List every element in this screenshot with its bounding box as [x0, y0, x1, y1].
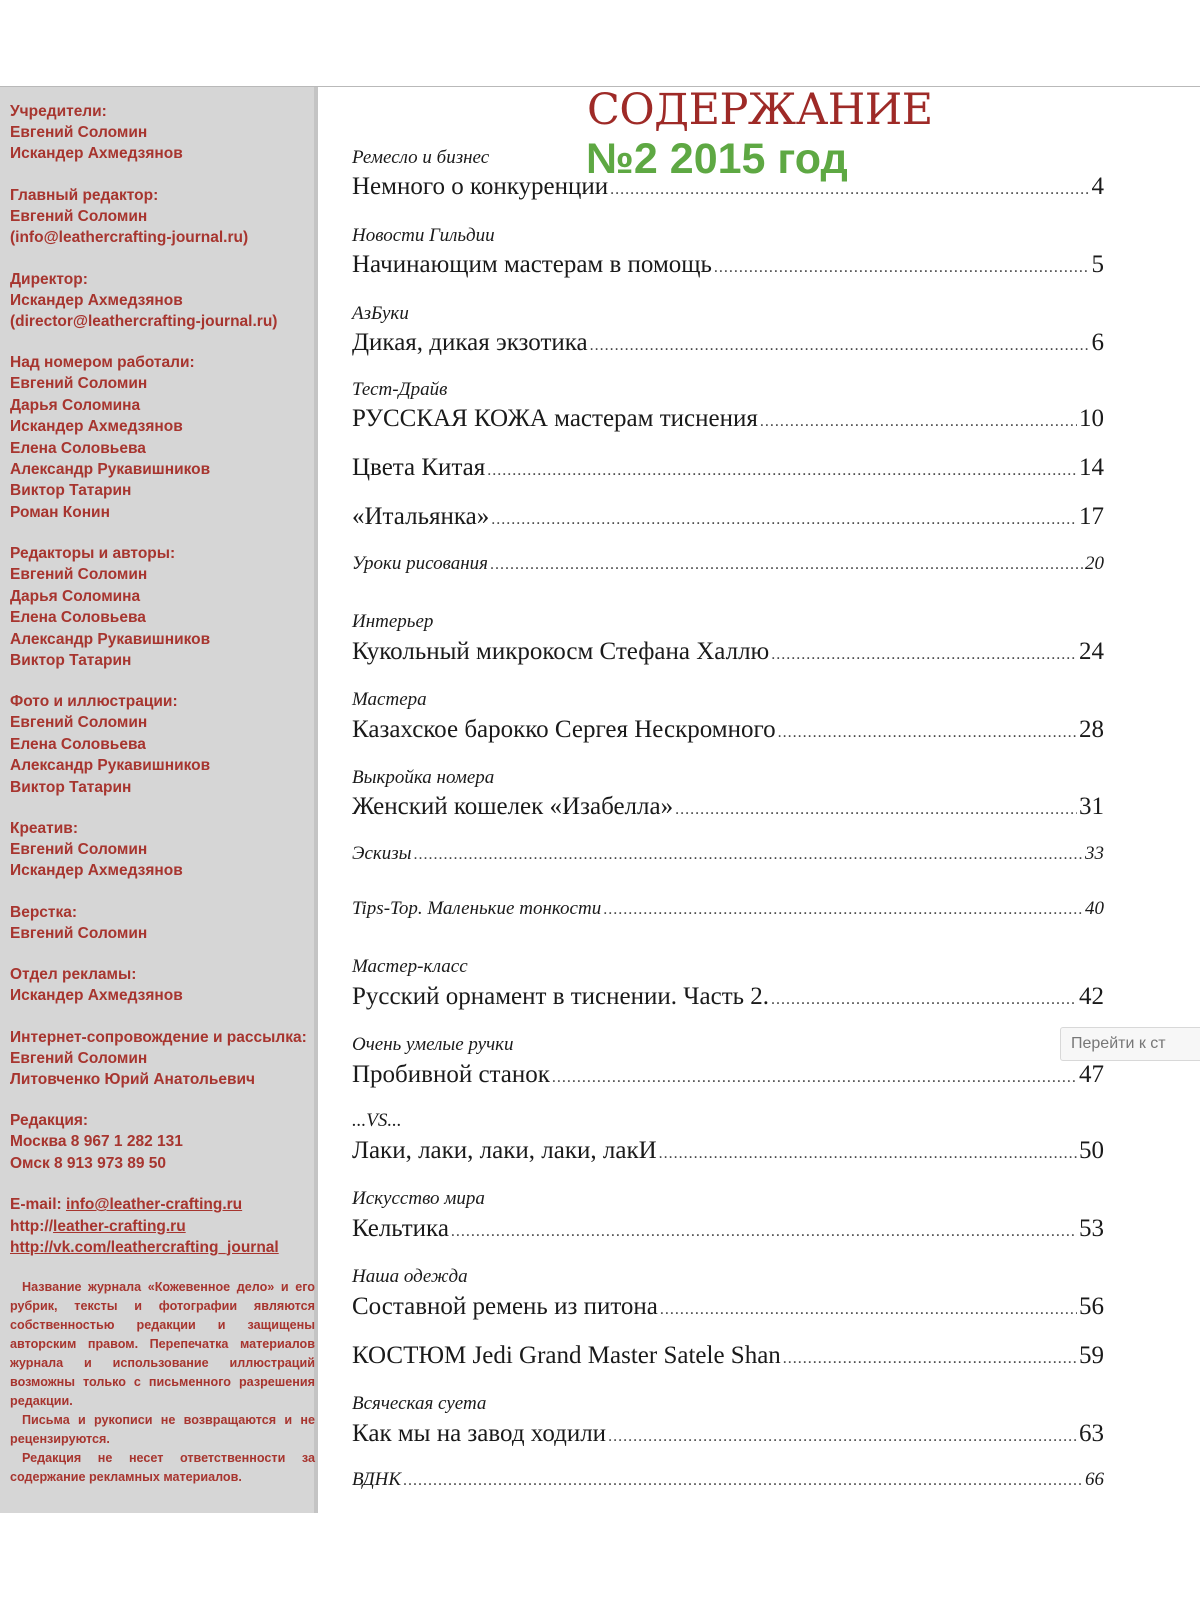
masthead-staff: [10, 352, 314, 523]
toc-entry-page: 10: [1079, 405, 1104, 432]
email-line: [10, 1194, 314, 1215]
toc-entry[interactable]: [352, 454, 1104, 482]
vk-link[interactable]: http://vk.com/leathercrafting_journal: [10, 1239, 279, 1256]
toc-entry-page: 63: [1079, 1420, 1104, 1447]
masthead-office: [10, 1110, 314, 1174]
toc-leader: [771, 991, 1077, 1009]
toc-leader: [760, 413, 1077, 431]
toc-entry-title: Кельтика: [352, 1215, 449, 1242]
toc-entry[interactable]: [352, 329, 1104, 357]
toc-leader: [610, 181, 1089, 199]
toc-entry-title: Составной ремень из питона: [352, 1293, 658, 1320]
toc-entry[interactable]: [352, 843, 1104, 865]
legal-notice: [10, 1278, 315, 1487]
email-link[interactable]: info@leather-crafting.ru: [65, 1196, 243, 1214]
masthead-chief-editor: [10, 185, 314, 249]
masthead-heading: Верстка:: [10, 903, 78, 921]
masthead-name: Евгений Соломин: [10, 207, 148, 225]
masthead-sidebar: [0, 87, 318, 1513]
section-label: Выкройка номера: [352, 767, 495, 788]
toc-leader: [403, 1472, 1083, 1490]
section-label: Искусство мира: [352, 1188, 485, 1209]
toc-entry-title: Tips-Top. Маленькие тонкости: [352, 898, 602, 919]
masthead-heading: Главный редактор:: [10, 186, 159, 204]
masthead-name: Евгений Соломин: [10, 124, 148, 141]
section-label: Новости Гильдии: [352, 225, 495, 246]
toc-leader: [603, 901, 1083, 919]
masthead-name: Искандер Ахмедзянов: [10, 987, 183, 1005]
toc-leader: [414, 846, 1083, 864]
section-label: Интерьер: [352, 611, 434, 632]
section-label: Наша одежда: [352, 1266, 468, 1287]
toc-leader: [487, 462, 1077, 480]
toc-entry-page: 4: [1091, 173, 1104, 200]
toc-entry[interactable]: [352, 1469, 1104, 1491]
legal-paragraph: Название журнала «Кожевенное дело» и его рубрик, тексты и фотографии являются собственностью редакции и защищены авторским правом. Перепечатка материалов журнала и использование иллюстраций возможны только с письменного разрешения редакции.: [10, 1280, 315, 1409]
masthead-phone: Москва 8 967 1 282 131: [10, 1133, 183, 1151]
masthead-phone: Омск 8 913 973 89 50: [10, 1154, 167, 1172]
toc-leader: [675, 801, 1077, 819]
toc-entry-page: 47: [1079, 1061, 1104, 1088]
table-of-contents: [322, 87, 1200, 1513]
masthead-name: Евгений Соломин: [10, 1049, 148, 1067]
toc-leader: [491, 511, 1077, 529]
masthead-name: Александр Рукавишников: [10, 461, 211, 479]
toc-entry[interactable]: [352, 898, 1104, 920]
toc-entry-page: 28: [1079, 716, 1104, 743]
masthead-name: Виктор Татарин: [10, 651, 132, 669]
toc-leader: [552, 1069, 1077, 1087]
masthead-creative: [10, 818, 314, 882]
toc-leader: [783, 1350, 1077, 1368]
toc-entry-page: 20: [1085, 553, 1104, 574]
masthead-founders: [10, 101, 314, 165]
masthead-heading: Директор:: [10, 270, 88, 288]
masthead-heading: Учредители:: [10, 103, 107, 120]
masthead-name: Виктор Татарин: [10, 778, 132, 796]
masthead-name: Елена Соловьева: [10, 439, 146, 457]
toc-entry-page: 53: [1079, 1215, 1104, 1242]
site-link[interactable]: leather-crafting.ru: [53, 1217, 186, 1235]
toc-leader: [771, 646, 1077, 664]
masthead-email: (info@leathercrafting-journal.ru): [10, 229, 249, 247]
toc-entry[interactable]: [352, 1293, 1104, 1321]
toc-leader: [660, 1301, 1077, 1319]
toc-entry[interactable]: [352, 793, 1104, 821]
masthead-name: Литовченко Юрий Анатольевич: [10, 1070, 256, 1088]
legal-paragraph: Редакция не несет ответственности за содержание рекламных материалов.: [10, 1451, 315, 1485]
toc-entry-title: Немного о конкуренции: [352, 173, 609, 200]
toc-entry[interactable]: [352, 716, 1104, 744]
masthead-name: Евгений Соломин: [10, 924, 148, 942]
masthead-heading: Редакторы и авторы:: [10, 545, 176, 563]
section-label: Тест-Драйв: [352, 379, 448, 400]
masthead-heading: Над номером работали:: [10, 354, 195, 372]
toc-entry[interactable]: [352, 1420, 1104, 1448]
toc-entry-title: Кукольный микрокосм Стефана Халлю: [352, 638, 770, 665]
masthead-name: Евгений Соломин: [10, 566, 148, 584]
toc-entry-page: 66: [1085, 1469, 1104, 1490]
masthead-name: Александр Рукавишников: [10, 630, 211, 648]
toc-entry[interactable]: [352, 503, 1104, 531]
toc-entry-page: 59: [1079, 1342, 1104, 1369]
toc-entry[interactable]: [352, 1137, 1104, 1165]
masthead-director: [10, 269, 314, 333]
masthead-name: Евгений Соломин: [10, 840, 148, 858]
toc-leader: [659, 1145, 1077, 1163]
toc-entry-page: 56: [1079, 1293, 1104, 1320]
masthead-name: Искандер Ахмедзянов: [10, 418, 183, 436]
document-page: [0, 86, 1200, 1513]
masthead-internet: [10, 1027, 314, 1091]
toc-entry-page: 6: [1091, 329, 1104, 356]
toc-entry-title: Пробивной станок: [352, 1061, 550, 1088]
toc-entry[interactable]: [352, 405, 1104, 433]
toc-entry[interactable]: [352, 251, 1104, 279]
masthead-name: Искандер Ахмедзянов: [10, 145, 183, 163]
toc-entry-page: 50: [1079, 1137, 1104, 1164]
toc-entry[interactable]: [352, 173, 1104, 201]
toc-entry[interactable]: [352, 553, 1104, 575]
issue-number: №2 2015 год: [586, 135, 848, 183]
section-label: Очень умелые ручки: [352, 1034, 514, 1055]
section-label: Мастера: [352, 689, 427, 710]
go-to-page-tooltip: Перейти к ст: [1060, 1027, 1200, 1061]
toc-entry-page: 14: [1079, 454, 1104, 481]
toc-entry-page: 31: [1079, 793, 1104, 820]
toc-entry-page: 24: [1079, 638, 1104, 665]
toc-entry-title: Цвета Китая: [352, 454, 486, 481]
masthead-photo: [10, 691, 314, 798]
toc-entry[interactable]: [352, 638, 1104, 666]
masthead-name: Искандер Ахмедзянов: [10, 291, 183, 309]
toc-entry-title: Эскизы: [352, 843, 412, 864]
masthead-name: Дарья Соломина: [10, 587, 141, 605]
site-prefix: http://: [10, 1217, 54, 1235]
toc-entry[interactable]: [352, 983, 1104, 1011]
toc-entry-page: 42: [1079, 983, 1104, 1010]
masthead-editors: [10, 543, 314, 671]
section-label: Мастер-класс: [352, 956, 468, 977]
masthead-heading: Интернет-сопровождение и рассылка:: [10, 1028, 307, 1046]
toc-leader: [608, 1428, 1077, 1446]
toc-entry-title: Русский орнамент в тиснении. Часть 2.: [352, 983, 770, 1010]
masthead-name: Евгений Соломин: [10, 375, 148, 393]
masthead-advertising: [10, 964, 314, 1006]
masthead-name: Дарья Соломина: [10, 396, 141, 414]
toc-entry-title: Казахское барокко Сергея Нескромного: [352, 716, 776, 743]
toc-entry-title: КОСТЮМ Jedi Grand Master Satele Shan: [352, 1342, 781, 1369]
toc-leader: [590, 337, 1090, 355]
masthead-name: Евгений Соломин: [10, 714, 148, 732]
toc-entry-title: ВДНК: [352, 1469, 402, 1490]
section-label: Ремесло и бизнес: [352, 147, 490, 168]
masthead-name: Виктор Татарин: [10, 482, 132, 500]
masthead-heading: Редакция:: [10, 1112, 89, 1130]
masthead-heading: Отдел рекламы:: [10, 966, 137, 984]
section-label: АзБуки: [352, 303, 409, 324]
toc-entry-title: Уроки рисования: [352, 553, 488, 574]
toc-entry-title: Дикая, дикая экзотика: [352, 329, 588, 356]
masthead-name: Елена Соловьева: [10, 609, 146, 627]
toc-entry-title: РУССКАЯ КОЖА мастерам тиснения: [352, 405, 758, 432]
masthead-email: (director@leathercrafting-journal.ru): [10, 313, 278, 331]
toc-entry[interactable]: [352, 1342, 1104, 1370]
toc-entry[interactable]: [352, 1215, 1104, 1243]
masthead-name: Александр Рукавишников: [10, 757, 211, 775]
toc-entry-title: Как мы на завод ходили: [352, 1420, 607, 1447]
masthead-contacts: [10, 1194, 314, 1258]
masthead-name: Елена Соловьева: [10, 735, 146, 753]
toc-leader: [490, 556, 1083, 574]
masthead-heading: Креатив:: [10, 819, 78, 837]
legal-paragraph: Письма и рукописи не возвращаются и не рецензируются.: [10, 1413, 315, 1447]
toc-entry-title: Лаки, лаки, лаки, лаки, лакИ: [352, 1137, 657, 1164]
email-label: E-mail:: [10, 1196, 66, 1214]
toc-entry-title: «Итальянка»: [352, 503, 490, 530]
toc-leader: [451, 1223, 1077, 1241]
toc-entry-title: Женский кошелек «Изабелла»: [352, 793, 674, 820]
masthead-layout: [10, 902, 314, 944]
page-title: СОДЕРЖАНИЕ: [587, 86, 933, 135]
toc-leader: [714, 259, 1090, 277]
toc-leader: [778, 724, 1077, 742]
section-label: Всяческая суета: [352, 1393, 487, 1414]
site-line: [10, 1216, 314, 1237]
toc-entry[interactable]: [352, 1061, 1104, 1089]
masthead-name: Роман Конин: [10, 503, 110, 521]
masthead-heading: Фото и иллюстрации:: [10, 693, 178, 711]
masthead-name: Искандер Ахмедзянов: [10, 862, 183, 880]
toc-entry-page: 5: [1091, 251, 1104, 278]
toc-entry-page: 33: [1085, 843, 1104, 864]
toc-entry-page: 17: [1079, 503, 1104, 530]
toc-entry-title: Начинающим мастерам в помощь: [352, 251, 712, 278]
section-label: ...VS...: [352, 1110, 402, 1131]
toc-entry-page: 40: [1085, 898, 1104, 919]
